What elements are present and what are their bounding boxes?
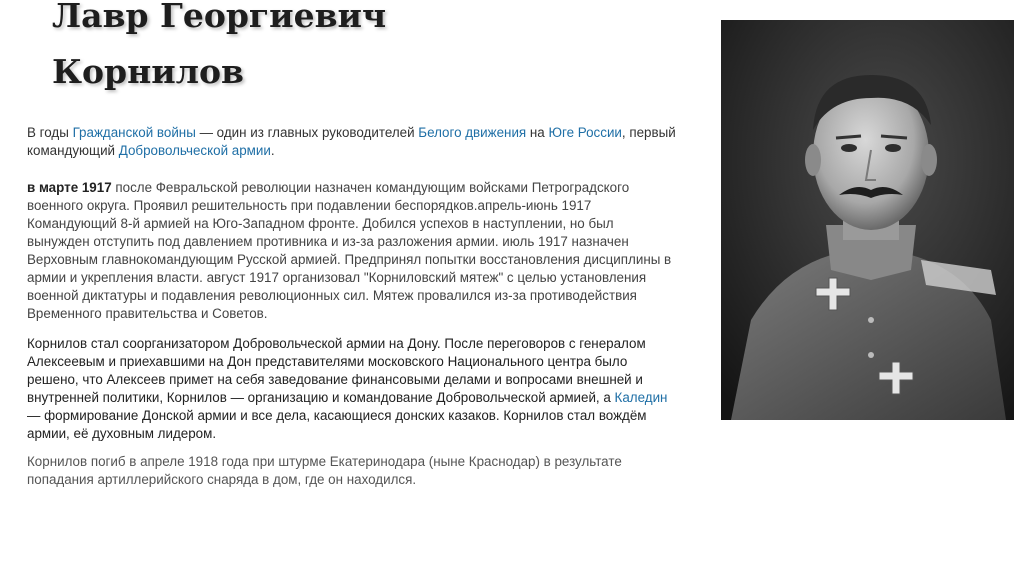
link-kaledin[interactable]: Каледин xyxy=(614,390,668,405)
link-south-russia[interactable]: Юге России xyxy=(548,125,622,140)
date-march-1917: в марте 1917 xyxy=(27,180,112,195)
portrait-photo xyxy=(721,20,1014,420)
death-paragraph: Корнилов погиб в апреле 1918 года при штурме Екатеринодара (ныне Краснодар) в результате попадания артиллерийского снаряда в дом, где он находился. xyxy=(27,454,622,487)
title-line-2: Корнилов xyxy=(52,52,244,91)
volunteer-army-paragraph: Корнилов стал соорганизатором Добровольческой армии на Дону. После переговоров с генералом Алексеевым и приехавшими на Дон представителями московского Национального центра было решено, что Алексеев примет на себя заведование финансовыми делами и вопросами внешней и внутренней политики, Корнилов — организацию и командование Добровольческой армией, а Каледин — формирование Донской армии и все дела, касающиеся донских казаков. Корнилов стал вождём армии, её духовным лидером. xyxy=(27,336,668,441)
link-white-movement[interactable]: Белого движения xyxy=(418,125,527,140)
career-paragraph: в марте 1917 после Февральской революции назначен командующим войсками Петроградского военного округа. Проявил решительность при подавлении беспорядков.апрель-июнь 1917 Командующий 8-й армией на Юго-Западном фронте. Добился успехов в наступлении, но был вынужден отступить под давлением противника и из-за разложения армии. июль 1917 назначен Верховным главнокомандующим Русской армией. Предпринял попытки восстановления дисциплины в армии и укрепления власти. август 1917 организовал "Корниловский мятеж" с целью установления военной диктатуры и подавления революционных сил. Мятеж провалился из-за противодействия Временного правительства и Советов. xyxy=(27,180,672,321)
link-civil-war[interactable]: Гражданской войны xyxy=(72,125,196,140)
intro-paragraph: В годы Гражданской войны — один из главных руководителей Белого движения на Юге России, первый командующий Добровольческой армии. xyxy=(27,125,676,158)
link-volunteer-army[interactable]: Добровольческой армии xyxy=(118,143,271,158)
text-body xyxy=(27,124,677,489)
title-line-1: Лавр Георгиевич xyxy=(52,0,387,35)
